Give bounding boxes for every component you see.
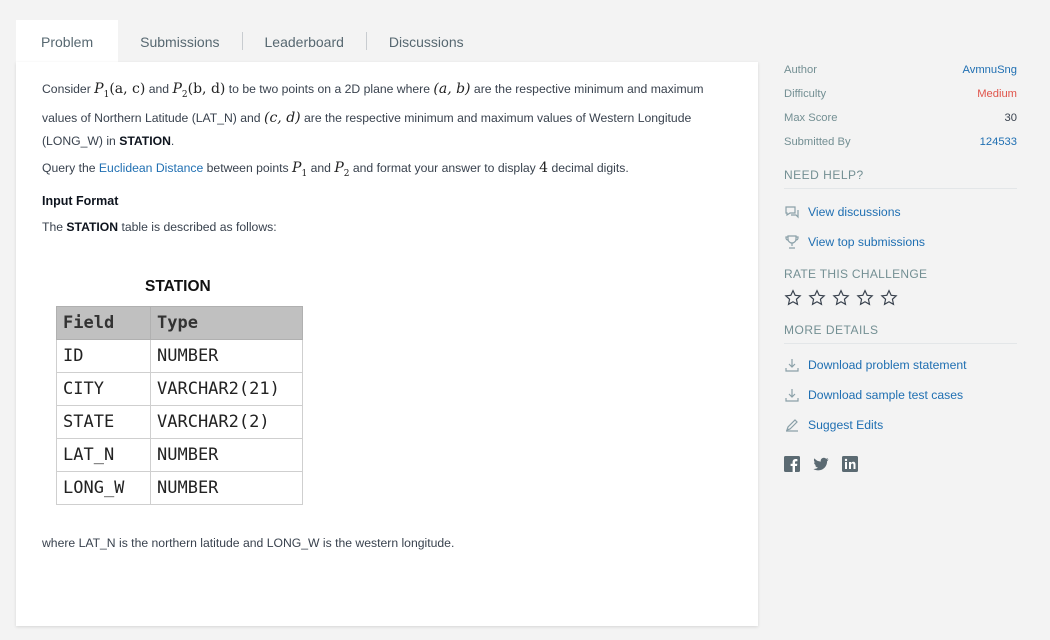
text: are the respective minimum and maximum values of Northern Latitude (LAT_N) and [42, 82, 704, 125]
text: decimal digits. [551, 160, 629, 175]
query-description [42, 157, 732, 186]
download-problem-statement-link[interactable] [784, 350, 1017, 380]
star-icon[interactable] [808, 289, 826, 307]
math-subscript: 1 [301, 168, 308, 179]
math-digits: 4 [539, 159, 549, 176]
difficulty-value: Medium [977, 88, 1017, 100]
cell-type: NUMBER [151, 340, 303, 373]
cell-type: VARCHAR2(21) [151, 373, 303, 406]
text: and [148, 82, 170, 96]
meta-submitted-by [784, 130, 1017, 154]
suggest-edits-link[interactable] [784, 410, 1017, 440]
submitted-by-link[interactable]: 124533 [979, 136, 1017, 148]
math-cd: (c, d) [263, 109, 301, 126]
math-symbol: P [172, 81, 182, 97]
need-help-heading: NEED HELP? [784, 168, 1017, 189]
math-p2 [172, 81, 226, 100]
social-share [784, 456, 1017, 472]
rate-challenge-heading: RATE THIS CHALLENGE [784, 267, 928, 281]
text: between points [206, 160, 289, 175]
challenge-sidebar [784, 58, 1017, 472]
text: table is described as follows: [121, 219, 277, 234]
euclidean-distance-link[interactable]: Euclidean Distance [98, 160, 204, 175]
tab-discussions[interactable]: Discussions [388, 34, 464, 50]
tab-submissions[interactable]: Submissions [140, 34, 220, 50]
help-links [784, 197, 1017, 257]
meta-label: Submitted By [784, 136, 851, 148]
cell-field: LAT_N [57, 439, 151, 472]
cell-field: CITY [57, 373, 151, 406]
input-format-heading: Input Format [42, 193, 119, 208]
detail-link-label: Download problem statement [808, 358, 967, 372]
text: and format your answer to display [352, 160, 536, 175]
meta-max-score [784, 106, 1017, 130]
text: The [42, 219, 64, 234]
max-score-value: 30 [1004, 112, 1017, 124]
download-icon [784, 357, 800, 373]
help-link-label: View discussions [808, 205, 901, 219]
text: . [170, 133, 175, 148]
math-args: (a, c) [109, 81, 146, 97]
cell-field: LONG_W [57, 472, 151, 505]
table-row [57, 472, 303, 505]
detail-link-label: Download sample test cases [808, 388, 964, 402]
meta-label: Difficulty [784, 88, 827, 100]
rating-stars [784, 289, 1017, 311]
more-details-heading: MORE DETAILS [784, 323, 1017, 344]
meta-difficulty [784, 82, 1017, 106]
meta-label: Max Score [784, 112, 838, 124]
math-symbol: P [292, 159, 302, 176]
problem-description [42, 78, 732, 153]
author-link[interactable]: AvmnuSng [962, 64, 1017, 76]
station-bold: STATION [66, 219, 119, 234]
math-subscript: 2 [343, 168, 350, 179]
download-icon [784, 387, 800, 403]
meta-label: Author [784, 64, 817, 76]
star-icon[interactable] [784, 289, 802, 307]
math-subscript: 2 [181, 89, 188, 100]
math-subscript: 1 [103, 89, 110, 100]
tab-leaderboard[interactable]: Leaderboard [264, 34, 344, 50]
math-symbol: P [334, 159, 344, 176]
math-p1 [94, 81, 146, 100]
math-ab: (a, b) [433, 81, 471, 97]
cell-type: NUMBER [151, 439, 303, 472]
star-icon[interactable] [856, 289, 874, 307]
text: Query the [42, 160, 96, 175]
meta-author [784, 58, 1017, 82]
table-description [42, 216, 732, 239]
cell-field: ID [57, 340, 151, 373]
math-args: (b, d) [187, 81, 226, 97]
table-footnote: where LAT_N is the northern latitude and LONG_W is the western longitude. [42, 536, 455, 550]
header-field: Field [57, 307, 151, 340]
facebook-icon[interactable] [784, 456, 800, 472]
table-row [57, 406, 303, 439]
cell-field: STATE [57, 406, 151, 439]
trophy-icon [784, 234, 800, 250]
problem-statement-card [16, 62, 758, 626]
text: to be two points on a 2D plane where [228, 82, 430, 96]
table-row [57, 340, 303, 373]
view-top-submissions-link[interactable] [784, 227, 1017, 257]
problem-tabs [16, 20, 758, 62]
text: Consider [42, 82, 91, 96]
detail-links [784, 350, 1017, 440]
header-type: Type [151, 307, 303, 340]
chat-icon [784, 204, 800, 220]
cell-type: NUMBER [151, 472, 303, 505]
twitter-icon[interactable] [813, 456, 829, 472]
math-symbol: P [94, 81, 104, 97]
download-sample-test-cases-link[interactable] [784, 380, 1017, 410]
cell-type: VARCHAR2(2) [151, 406, 303, 439]
table-row [57, 439, 303, 472]
view-discussions-link[interactable] [784, 197, 1017, 227]
text: are the respective minimum and maximum values of Western Longitude (LONG_W) in [42, 110, 692, 148]
pencil-icon [784, 417, 800, 433]
station-bold: STATION [119, 133, 171, 148]
math-p1 [292, 159, 308, 179]
detail-link-label: Suggest Edits [808, 418, 884, 432]
table-row [57, 373, 303, 406]
station-table [56, 306, 303, 505]
star-icon[interactable] [832, 289, 850, 307]
station-table-title: STATION [145, 278, 211, 295]
table-header-row [57, 307, 303, 340]
star-icon[interactable] [880, 289, 898, 307]
linkedin-icon[interactable] [842, 456, 858, 472]
text: and [310, 160, 331, 175]
math-p2 [334, 159, 350, 179]
help-link-label: View top submissions [808, 235, 925, 249]
tab-problem[interactable]: Problem [16, 20, 118, 62]
